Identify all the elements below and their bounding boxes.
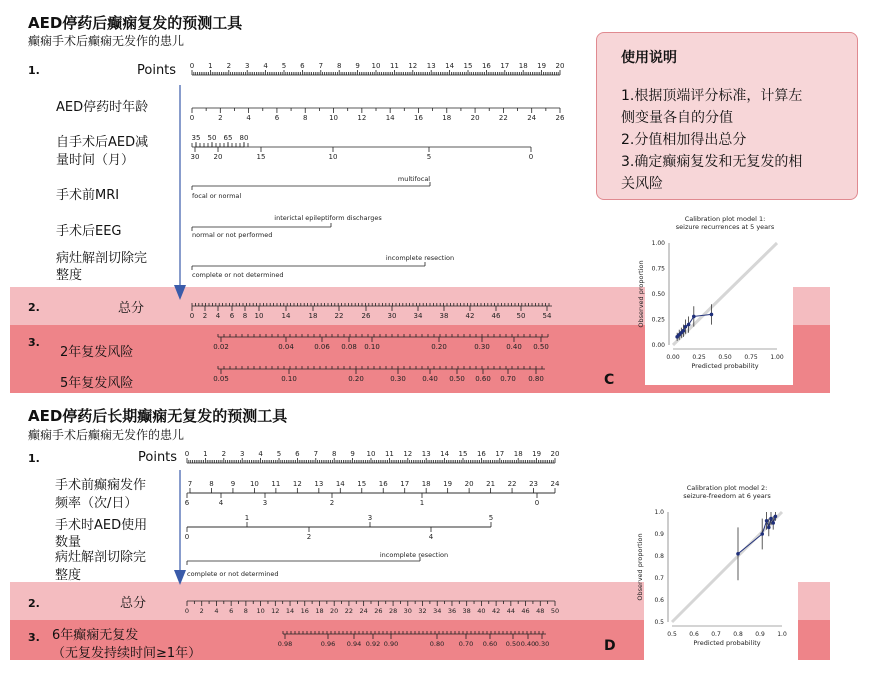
row-freq-1: 手术前癫痫发作 [55,478,147,493]
risk5-scale-label: 0.50 [449,375,465,383]
risk5-scale-label: 0.60 [475,375,491,383]
total-c-scale-label: 2 [202,312,208,320]
calib-x-tick: 0.8 [733,631,743,638]
total-c-scale-label: 26 [361,312,371,320]
total-d-scale-label: 16 [300,607,309,615]
freq-top-scale-label: 23 [529,480,538,488]
points-d-scale-label: 16 [476,450,486,458]
freq-bottom-scale-label: 6 [184,499,190,507]
resect-d-complete: complete or not determined [187,570,279,578]
total-c-scale-label: 46 [491,312,501,320]
points-c-scale-label: 16 [481,62,491,70]
total-d-scale-label: 48 [536,607,545,615]
risk5-scale-label: 0.70 [500,375,516,383]
free6-scale-label: 0.70 [458,640,474,648]
total-d-scale-label: 10 [256,607,265,615]
calib-y-tick: 0.5 [654,619,664,626]
points-d-scale-label: 20 [550,450,560,458]
total-d-scale-label: 2 [199,607,204,615]
row-time-2: 量时间（月） [56,153,135,168]
total-c-scale-label: 38 [439,312,449,320]
time-bottom-scale-label: 30 [190,153,200,161]
points-d-scale-label: 4 [258,450,263,458]
free6-scale-label: 0.80 [429,640,445,648]
risk2-scale-label: 0.30 [474,343,490,351]
freq-top-scale-label: 17 [400,480,410,488]
calib-point [687,323,691,327]
arrow-c-head [174,285,186,300]
row-resect-1: 病灶解剖切除完 [56,251,148,266]
risk5-scale-label: 0.30 [390,375,406,383]
time-top-scale-label: 35 [191,134,201,142]
points-d-scale-label: 0 [184,450,190,458]
step-1-c: 1. [28,64,40,77]
total-c-scale-label: 30 [387,312,397,320]
panel-c-subtitle: 癫痫手术后癫痫无发作的患儿 [28,34,185,48]
time-top-scale-label: 80 [239,134,249,142]
row-free6-2: （无复发持续时间≥1年） [52,646,202,661]
points-c-scale-label: 0 [189,62,195,70]
calib-x-tick: 0.7 [711,631,721,638]
calib-point [736,552,740,556]
freq-top-scale-label: 19 [443,480,453,488]
risk2-scale-label: 0.50 [533,343,549,351]
calib-subtitle: seizure-freedom at 6 years [683,492,771,500]
row-resect-d-2: 整度 [55,568,82,583]
age-scale-label: 18 [442,114,452,122]
row-freq-2: 频率（次/日） [55,496,138,511]
free6-scale-label: 0.30 [534,640,550,648]
freq-top-scale-label: 7 [187,480,193,488]
num-bottom-scale-label: 4 [428,533,434,541]
age-scale-label: 10 [329,114,338,122]
points-d-scale-label: 19 [532,450,542,458]
row-risk2: 2年复发风险 [60,345,134,360]
freq-top-scale-label: 13 [314,480,324,488]
freq-top-scale-label: 9 [230,480,236,488]
total-d-scale-label: 42 [491,607,501,615]
row-num-1: 手术时AED使用 [55,518,148,533]
freq-bottom-scale-label: 4 [218,499,224,507]
step-1-d: 1. [28,452,40,465]
free6-scale-label: 0.98 [277,640,293,648]
points-c-scale-label: 11 [389,62,399,70]
freq-top-scale-label: 12 [292,480,302,488]
points-c-scale-label: 20 [555,62,565,70]
row-eeg: 手术后EEG [56,224,122,239]
free6-scale-label: 0.60 [482,640,498,648]
total-d-scale-label: 38 [462,607,471,615]
points-c-scale-label: 1 [208,62,213,70]
total-d-scale-label: 20 [330,607,339,615]
points-label-c: Points [137,63,177,78]
total-d-scale-label: 50 [550,607,560,615]
free6-scale-label: 0.40 [520,640,536,648]
points-label-d: Points [138,450,178,465]
total-d-scale-label: 4 [214,607,219,615]
points-c-scale-label: 7 [318,62,324,70]
freq-bottom-scale-label: 0 [534,499,540,507]
total-d-scale-label: 44 [506,607,515,615]
points-c-scale-label: 15 [463,62,473,70]
points-d-scale-label: 18 [513,450,523,458]
panel-c-letter: C [604,372,615,388]
calib-x-tick: 0.75 [744,354,758,361]
free6-scale-label: 0.50 [505,640,521,648]
total-d-scale-label: 34 [433,607,442,615]
panel-d-letter: D [604,638,616,654]
mri-multifocal: multifocal [397,175,431,183]
calib-xlabel: Predicted probability [693,639,761,647]
points-c-scale-label: 18 [518,62,528,70]
time-bottom-scale-label: 5 [426,153,432,161]
points-c-scale-label: 19 [537,62,547,70]
calib-point [771,521,775,525]
risk2-scale-label: 0.02 [213,343,229,351]
age-scale-label: 8 [302,114,308,122]
risk5-scale-label: 0.10 [281,375,297,383]
points-d-scale-label: 17 [495,450,505,458]
resect-incomplete: incomplete resection [385,254,455,262]
freq-bottom-scale-label: 1 [419,499,425,507]
points-d-scale-label: 14 [440,450,450,458]
mri-focal: focal or normal [192,192,242,200]
total-d-scale-label: 26 [374,607,383,615]
points-d-scale-label: 15 [458,450,468,458]
total-c-scale-label: 42 [465,312,475,320]
calib-y-tick: 1.00 [651,240,665,247]
total-c-scale-label: 18 [308,312,318,320]
step-3-c: 3. [28,336,40,349]
total-d-scale-label: 28 [388,607,398,615]
total-c-scale-label: 54 [542,312,552,320]
calib-y-tick: 0.75 [651,265,665,273]
free6-scale-label: 0.94 [346,640,362,648]
eeg-interictal: interictal epileptiform discharges [274,214,382,222]
instructions-line-2: 侧变量各自的分值 [621,110,733,126]
points-c-scale-label: 6 [300,62,305,70]
calib-x-tick: 0.25 [692,354,706,361]
calib-x-tick: 0.50 [718,354,732,361]
freq-top-scale-label: 15 [357,480,367,488]
points-d-scale-label: 7 [313,450,319,458]
row-risk5: 5年复发风险 [60,376,134,391]
total-d-scale-label: 0 [184,607,190,615]
total-d-scale-label: 6 [229,607,234,615]
calib-point [767,526,771,530]
calib-y-tick: 0.00 [651,342,665,349]
points-d-scale-label: 6 [295,450,300,458]
freq-top-scale-label: 18 [421,480,431,488]
freq-top-scale-label: 24 [550,480,560,488]
calib-point [684,325,688,329]
points-d-scale-label: 3 [239,450,245,458]
time-bottom-scale-label: 10 [328,153,338,161]
calib-point [692,315,696,319]
age-scale-label: 12 [357,114,367,122]
risk2-scale-label: 0.06 [314,343,330,351]
calib-title: Calibration plot model 2: [686,484,768,492]
points-d-scale-label: 11 [384,450,394,458]
total-c-scale-label: 34 [413,312,423,320]
calib-xlabel: Predicted probability [691,362,759,370]
freq-bottom-scale-label: 2 [329,499,335,507]
calib-point [774,515,778,519]
free6-scale-label: 0.92 [365,640,381,648]
age-scale-label: 16 [414,114,423,122]
time-top-scale-label: 50 [207,134,217,142]
calib-x-tick: 0.9 [755,631,765,638]
age-scale-label: 0 [189,114,195,122]
points-c-scale-label: 9 [355,62,360,70]
freq-top-scale-label: 22 [507,480,517,488]
calib-x-tick: 1.0 [777,631,787,638]
total-d-scale-label: 32 [418,607,427,615]
row-resect-2: 整度 [56,268,83,283]
age-scale-label: 20 [470,114,480,122]
time-bottom-scale-label: 20 [213,153,223,161]
points-d-scale-label: 13 [421,450,431,458]
total-d-scale-label: 46 [521,607,530,615]
step-2-c: 2. [28,301,40,314]
calib-x-tick: 0.6 [689,631,699,638]
freq-top-scale-label: 10 [249,480,259,488]
calib-ylabel: Observed proportion [637,260,645,328]
age-scale-label: 2 [218,114,223,122]
points-d-scale-label: 8 [331,450,337,458]
free6-scale-label: 0.90 [383,640,399,648]
age-scale-label: 4 [246,114,251,122]
instructions-line-1: 1.根据顶端评分标准，计算左 [621,88,803,104]
row-age: AED停药时年龄 [56,100,149,115]
calib-point [682,329,686,333]
instructions-line-4: 3.确定癫痫复发和无复发的相 [621,154,803,170]
row-resect-d-1: 病灶解剖切除完 [55,550,147,565]
calib-point [710,313,714,317]
row-mri: 手术前MRI [56,188,120,203]
row-total-d: 总分 [120,596,147,611]
freq-top-scale-label: 14 [335,480,345,488]
total-d-scale-label: 30 [403,607,412,615]
freq-top-scale-label: 11 [271,480,281,488]
points-d-scale-label: 2 [221,450,227,458]
points-d-scale-label: 1 [203,450,208,458]
points-c-scale-label: 5 [281,62,287,70]
calib-y-tick: 0.6 [654,597,664,604]
num-top-scale-label: 5 [488,514,494,522]
time-bottom-scale-label: 0 [528,153,534,161]
risk5-scale-label: 0.80 [528,375,544,383]
resect-complete: complete or not determined [192,271,284,279]
calib-y-tick: 0.25 [651,316,665,324]
age-scale-label: 26 [555,114,565,122]
calib-point [769,517,773,521]
age-scale-label: 6 [274,114,280,122]
row-time-1: 自手术后AED减 [56,135,149,150]
freq-bottom-scale-label: 3 [262,499,268,507]
calib-x-tick: 0.00 [666,354,680,361]
freq-top-scale-label: 20 [464,480,474,488]
calib-y-tick: 0.8 [654,553,664,560]
points-c-scale-label: 17 [500,62,510,70]
panel-d-title: AED停药后长期癫痫无复发的预测工具 [28,407,288,425]
num-top-scale-label: 3 [367,514,373,522]
panel-c-title: AED停药后癫痫复发的预测工具 [28,14,243,32]
num-top-scale-label: 1 [244,514,250,522]
step-3-d: 3. [28,631,40,644]
points-d-scale-label: 9 [350,450,355,458]
calib-x-tick: 1.00 [770,354,784,361]
calib-ylabel: Observed proportion [636,533,644,601]
risk2-scale-label: 0.08 [341,343,357,351]
time-top-scale-label: 65 [223,134,233,142]
freq-top-scale-label: 8 [209,480,214,488]
resect-d-incomplete: incomplete resection [379,551,449,559]
free6-scale-label: 0.96 [320,640,336,648]
points-c-scale-label: 10 [371,62,381,70]
arrow-d-head [174,570,186,585]
row-num-2: 数量 [55,535,82,550]
time-bottom-scale-label: 15 [256,153,266,161]
calib-y-tick: 1.0 [654,509,664,516]
freq-top-scale-label: 16 [378,480,388,488]
instructions-line-3: 2.分值相加得出总分 [621,132,747,148]
total-d-scale-label: 22 [344,607,354,615]
points-c-scale-label: 4 [263,62,268,70]
num-bottom-scale-label: 2 [306,533,312,541]
total-c-scale-label: 10 [254,312,264,320]
total-c-scale-label: 50 [516,312,526,320]
panel-d-subtitle: 癫痫手术后癫痫无发作的患儿 [28,428,185,442]
calib-x-tick: 0.5 [667,631,677,638]
total-c-scale-label: 0 [189,312,195,320]
points-c-scale-label: 13 [426,62,436,70]
eeg-normal: normal or not performed [192,231,273,239]
row-free6-1: 6年癫痫无复发 [52,628,139,643]
total-c-scale-label: 6 [229,312,235,320]
instructions-line-5: 关风险 [621,176,663,192]
row-total-c: 总分 [118,301,145,316]
points-c-scale-label: 14 [445,62,455,70]
calib-title: Calibration plot model 1: [684,215,766,223]
points-d-scale-label: 5 [276,450,282,458]
age-scale-label: 22 [498,114,508,122]
points-c-scale-label: 2 [226,62,232,70]
risk2-scale-label: 0.10 [364,343,380,351]
age-scale-label: 24 [527,114,537,122]
step-2-d: 2. [28,597,40,610]
total-d-scale-label: 8 [243,607,248,615]
risk5-scale-label: 0.20 [348,375,364,383]
calib-point [765,519,769,523]
calib-y-tick: 0.50 [651,291,665,298]
points-d-scale-label: 10 [366,450,376,458]
points-c-scale-label: 8 [336,62,342,70]
calib-y-tick: 0.7 [654,575,664,582]
total-c-scale-label: 14 [281,312,291,320]
calib-point [760,532,764,536]
risk2-scale-label: 0.04 [278,343,294,351]
risk5-scale-label: 0.40 [422,375,438,383]
points-c-scale-label: 12 [408,62,418,70]
total-d-scale-label: 18 [315,607,324,615]
total-d-scale-label: 40 [477,607,486,615]
total-c-scale-label: 22 [334,312,344,320]
freq-top-scale-label: 21 [486,480,496,488]
total-d-scale-label: 14 [285,607,295,615]
total-d-scale-label: 36 [447,607,457,615]
instructions-heading: 使用说明 [621,50,677,66]
total-d-scale-label: 24 [359,607,368,615]
points-d-scale-label: 12 [403,450,413,458]
points-c-scale-label: 3 [244,62,250,70]
calib-y-tick: 0.9 [654,531,664,538]
num-bottom-scale-label: 0 [184,533,190,541]
calib-subtitle: seizure recurrences at 5 years [675,223,775,231]
age-scale-label: 14 [385,114,395,122]
risk2-scale-label: 0.20 [431,343,447,351]
total-c-scale-label: 8 [242,312,248,320]
total-d-scale-label: 12 [271,607,280,615]
risk5-scale-label: 0.05 [213,375,229,383]
total-c-scale-label: 4 [215,312,221,320]
risk2-scale-label: 0.40 [506,343,522,351]
